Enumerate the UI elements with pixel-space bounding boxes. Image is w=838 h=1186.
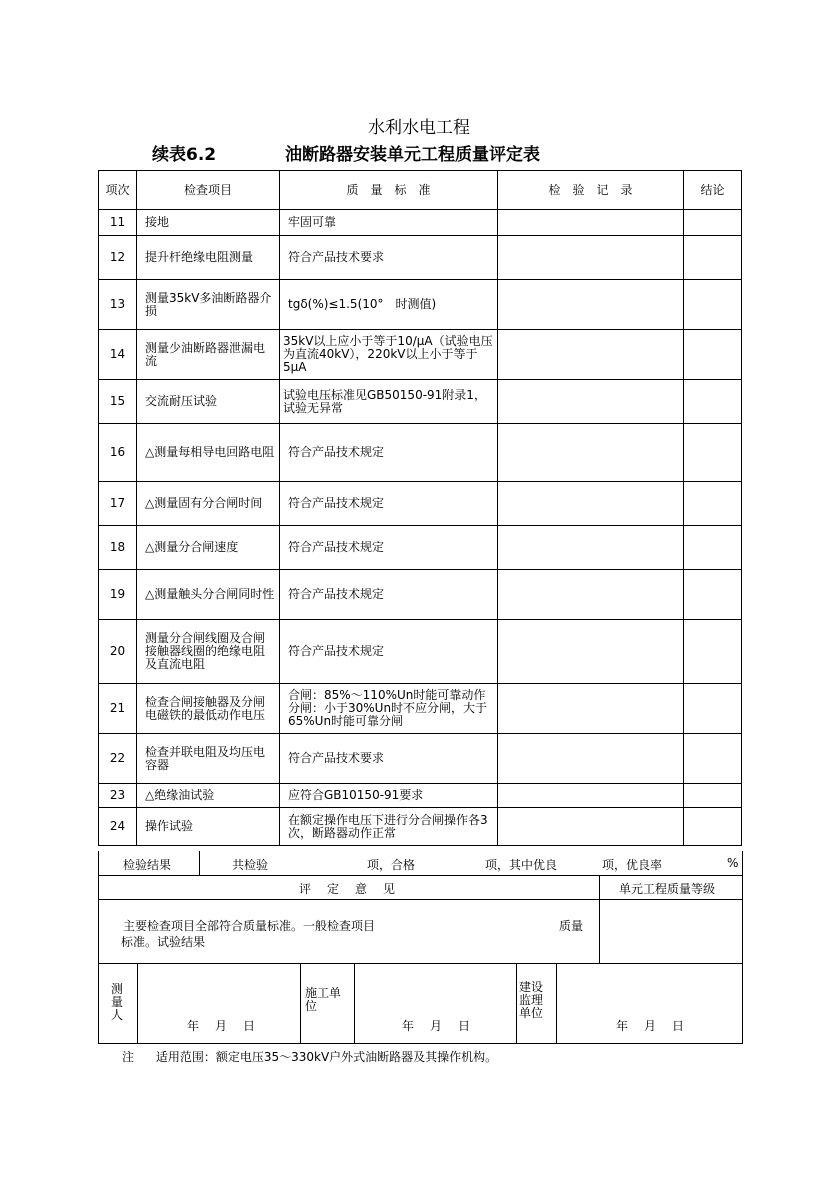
signature-row — [98, 963, 743, 1044]
result-label: 检验结果 — [123, 858, 172, 872]
table-row — [99, 236, 742, 280]
row-no: 23 — [99, 784, 137, 808]
row-no: 12 — [99, 236, 137, 280]
row-record[interactable] — [498, 734, 684, 784]
note-text: 适用范围：额定电压35～330kV户外式油断路器及其操作机构。 — [155, 1050, 498, 1064]
table-title: 油断路器安装单元工程质量评定表 — [285, 145, 540, 165]
evaluation-body-row — [98, 899, 743, 964]
row-record[interactable] — [498, 482, 684, 526]
opinion-label: 评 定 意 见 — [299, 882, 398, 896]
row-record[interactable] — [498, 526, 684, 570]
row-no: 19 — [99, 570, 137, 620]
col-header-item: 检查项目 — [137, 171, 280, 210]
row-record[interactable] — [498, 330, 684, 380]
row-item: 检查并联电阻及均压电容器 — [137, 734, 280, 784]
table-row — [99, 330, 742, 380]
table-row — [99, 784, 742, 808]
col-header-standard: 质 量 标 准 — [280, 171, 498, 210]
row-standard: 符合产品技术规定 — [280, 424, 498, 482]
row-record[interactable] — [498, 808, 684, 846]
row-record[interactable] — [498, 424, 684, 482]
row-conclusion[interactable] — [684, 280, 742, 330]
row-record[interactable] — [498, 684, 684, 734]
signature-label-construction: 施工单位 — [305, 986, 342, 1013]
row-conclusion[interactable] — [684, 210, 742, 236]
row-conclusion[interactable] — [684, 808, 742, 846]
row-no: 18 — [99, 526, 137, 570]
row-item: 提升杆绝缘电阻测量 — [137, 236, 280, 280]
row-record[interactable] — [498, 784, 684, 808]
row-item: 测量35kV多油断路器介损 — [137, 280, 280, 330]
row-record[interactable] — [498, 570, 684, 620]
note-label: 注 — [122, 1050, 135, 1064]
col-header-record: 检 验 记 录 — [498, 171, 684, 210]
table-row — [99, 424, 742, 482]
footnote — [122, 1048, 497, 1065]
row-conclusion[interactable] — [684, 784, 742, 808]
row-conclusion[interactable] — [684, 620, 742, 684]
row-item: △测量分合闸速度 — [137, 526, 280, 570]
grade-label: 单元工程质量等级 — [619, 882, 716, 896]
table-row — [99, 734, 742, 784]
signature-date-measurer: 年 月 日 — [187, 1019, 258, 1033]
signature-label-measurer: 测量人 — [111, 982, 124, 1022]
table-row — [99, 380, 742, 424]
row-conclusion[interactable] — [684, 734, 742, 784]
row-item: 操作试验 — [137, 808, 280, 846]
row-standard: tgδ(%)≤1.5(10° 时测值) — [280, 280, 498, 330]
result-pass: 项，合格 — [367, 858, 416, 872]
row-standard: 试验电压标准见GB50150-91附录1，试验无异常 — [280, 380, 498, 424]
row-item: △测量固有分合闸时间 — [137, 482, 280, 526]
document-heading: 水利水电工程 — [368, 118, 470, 138]
row-no: 21 — [99, 684, 137, 734]
row-record[interactable] — [498, 236, 684, 280]
result-percent: % — [727, 856, 739, 870]
row-record[interactable] — [498, 620, 684, 684]
row-no: 15 — [99, 380, 137, 424]
row-standard: 牢固可靠 — [280, 210, 498, 236]
col-header-no: 项次 — [99, 171, 137, 210]
row-item: △测量触头分合闸同时性 — [137, 570, 280, 620]
table-row — [99, 684, 742, 734]
inspection-result-row — [98, 851, 743, 876]
table-row — [99, 210, 742, 236]
row-item: △测量每相导电回路电阻 — [137, 424, 280, 482]
row-item: 测量分合闸线圈及合闸接触器线圈的绝缘电阻及直流电阻 — [137, 620, 280, 684]
row-standard: 在额定操作电压下进行分合闸操作各3次，断路器动作正常 — [280, 808, 498, 846]
row-no: 13 — [99, 280, 137, 330]
row-standard: 合闸：85%～110%Un时能可靠动作分闸：小于30%Un时不应分闸，大于65%Un时能可靠分闸 — [280, 684, 498, 734]
table-row — [99, 570, 742, 620]
row-record[interactable] — [498, 280, 684, 330]
row-standard: 35kV以上应小于等于10/μA（试验电压为直流40kV），220kV以上小于等于5μA — [280, 330, 498, 380]
row-item: 测量少油断路器泄漏电流 — [137, 330, 280, 380]
row-item: 接地 — [137, 210, 280, 236]
inspection-table — [98, 170, 742, 846]
row-no: 22 — [99, 734, 137, 784]
row-record[interactable] — [498, 380, 684, 424]
row-record[interactable] — [498, 210, 684, 236]
row-standard: 符合产品技术要求 — [280, 236, 498, 280]
row-standard: 符合产品技术规定 — [280, 620, 498, 684]
row-conclusion[interactable] — [684, 570, 742, 620]
row-no: 11 — [99, 210, 137, 236]
result-rate: 项，优良率 — [602, 858, 663, 872]
row-conclusion[interactable] — [684, 380, 742, 424]
signature-date-construction: 年 月 日 — [402, 1019, 473, 1033]
table-number: 续表6.2 — [152, 145, 217, 165]
row-standard: 应符合GB10150-91要求 — [280, 784, 498, 808]
row-conclusion[interactable] — [684, 684, 742, 734]
signature-date-supervisor: 年 月 日 — [616, 1019, 687, 1033]
row-no: 20 — [99, 620, 137, 684]
row-no: 24 — [99, 808, 137, 846]
row-standard: 符合产品技术规定 — [280, 526, 498, 570]
table-row — [99, 526, 742, 570]
row-item: 交流耐压试验 — [137, 380, 280, 424]
table-row — [99, 280, 742, 330]
table-header-row — [99, 171, 742, 210]
row-conclusion[interactable] — [684, 236, 742, 280]
evaluation-text-1: 主要检查项目全部符合质量标准。一般检查项目 — [123, 919, 376, 933]
row-item: 检查合闸接触器及分闸电磁铁的最低动作电压 — [137, 684, 280, 734]
evaluation-text-3: 标准。试验结果 — [121, 935, 206, 949]
table-row — [99, 808, 742, 846]
row-item: △绝缘油试验 — [137, 784, 280, 808]
row-conclusion[interactable] — [684, 526, 742, 570]
table-row — [99, 482, 742, 526]
evaluation-text-2: 质量 — [559, 919, 584, 933]
row-standard: 符合产品技术规定 — [280, 570, 498, 620]
row-standard: 符合产品技术规定 — [280, 482, 498, 526]
signature-label-supervisor: 建设监理单位 — [519, 980, 544, 1020]
row-conclusion[interactable] — [684, 424, 742, 482]
row-no: 16 — [99, 424, 137, 482]
grade-value[interactable] — [600, 899, 741, 963]
col-header-conclusion: 结论 — [684, 171, 742, 210]
row-standard: 符合产品技术要求 — [280, 734, 498, 784]
row-no: 14 — [99, 330, 137, 380]
evaluation-header-row — [98, 875, 743, 900]
result-total: 共检验 — [232, 858, 269, 872]
result-excellent: 项，其中优良 — [485, 858, 558, 872]
table-row — [99, 620, 742, 684]
row-no: 17 — [99, 482, 137, 526]
row-conclusion[interactable] — [684, 330, 742, 380]
row-conclusion[interactable] — [684, 482, 742, 526]
